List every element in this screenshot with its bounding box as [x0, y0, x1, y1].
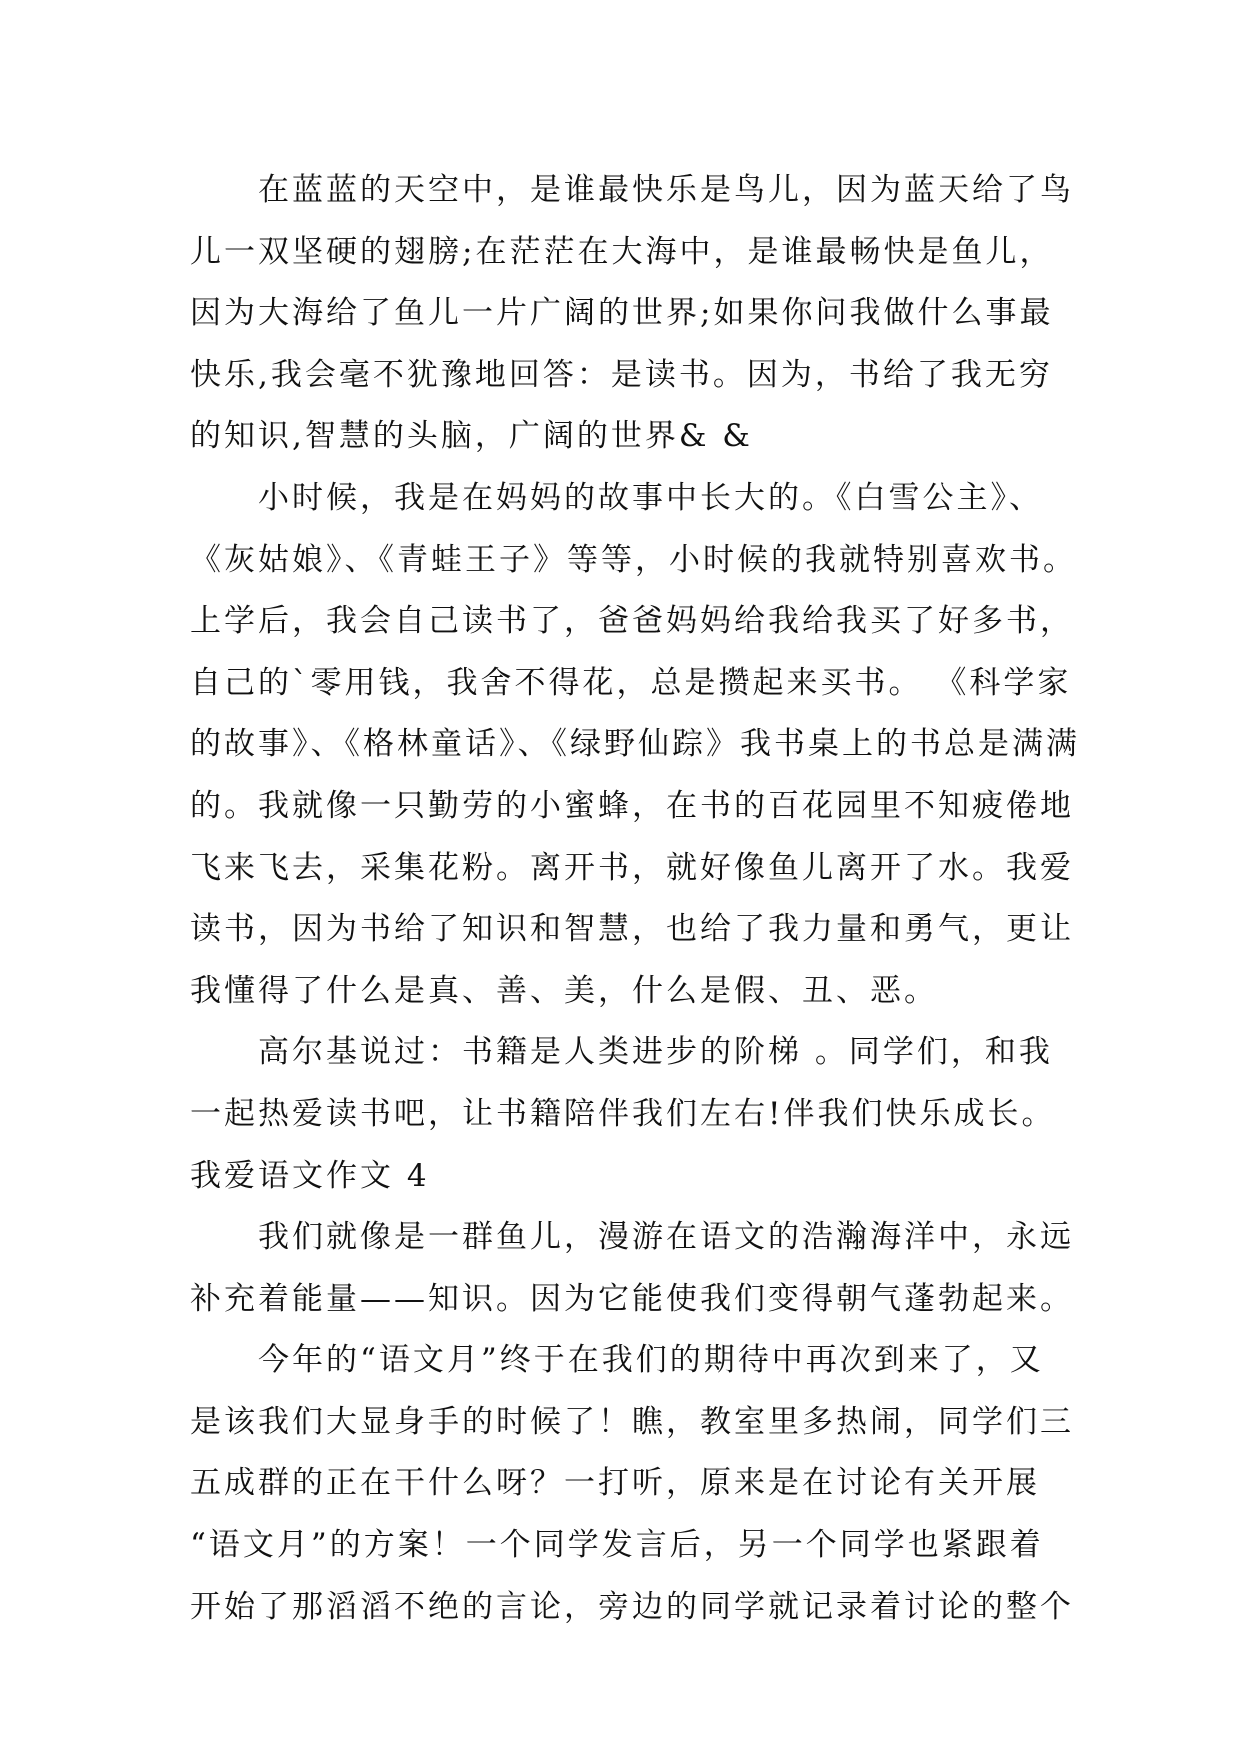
- essay-text: [190, 160, 1080, 1638]
- text-line: 的知识,智慧的头脑，广阔的世界& &: [190, 418, 753, 455]
- text-line: 因为大海给了鱼儿一片广阔的世界;如果你问我做什么事最: [190, 295, 1054, 332]
- text-line: 儿一双坚硬的翅膀;在茫茫在大海中，是谁最畅快是鱼儿，: [190, 233, 1054, 270]
- section-heading: 我爱语文作文 4: [190, 1157, 430, 1194]
- text-line: 小时候，我是在妈妈的故事中长大的。《白雪公主》、: [258, 479, 1043, 516]
- text-line: 补充着能量——知识。因为它能使我们变得朝气蓬勃起来。: [190, 1280, 1074, 1317]
- text-line: 上学后，我会自己读书了，爸爸妈妈给我给我买了好多书，: [190, 603, 1074, 640]
- text-line: 的故事》、《格林童话》、《绿野仙踪》我书桌上的书总是满满: [190, 726, 1080, 763]
- text-line: 一起热爱读书吧，让书籍陪伴我们左右!伴我们快乐成长。: [190, 1095, 1056, 1132]
- text-line: 读书，因为书给了知识和智慧，也给了我力量和勇气，更让: [190, 911, 1074, 948]
- text-line: “语文月”的方案！一个同学发言后，另一个同学也紧跟着: [190, 1527, 1044, 1564]
- text-line: 我们就像是一群鱼儿，漫游在语文的浩瀚海洋中，永远: [258, 1219, 1074, 1256]
- text-line: 飞来飞去，采集花粉。离开书，就好像鱼儿离开了水。我爱: [190, 849, 1074, 886]
- text-line: 五成群的正在干什么呀？一打听，原来是在讨论有关开展: [190, 1465, 1040, 1502]
- text-line: 快乐,我会毫不犹豫地回答：是读书。因为，书给了我无穷: [190, 356, 1053, 393]
- text-line: 今年的“语文月”终于在我们的期待中再次到来了，又: [258, 1342, 1044, 1379]
- text-line: 的。我就像一只勤劳的小蜜蜂，在书的百花园里不知疲倦地: [190, 787, 1074, 824]
- text-line: 高尔基说过：书籍是人类进步的阶梯 。同学们，和我: [258, 1034, 1053, 1071]
- text-line: 我懂得了什么是真、善、美，什么是假、丑、恶。: [190, 972, 938, 1009]
- text-line: 在蓝蓝的天空中，是谁最快乐是鸟儿，因为蓝天给了鸟: [258, 172, 1074, 208]
- text-line: 自己的`零用钱，我舍不得花，总是攒起来买书。 《科学家: [190, 664, 1072, 701]
- text-line: 开始了那滔滔不绝的言论，旁边的同学就记录着讨论的整个: [190, 1588, 1074, 1625]
- text-line: 是该我们大显身手的时候了！瞧，教室里多热闹，同学们三: [190, 1403, 1074, 1440]
- text-line: 《灰姑娘》、《青蛙王子》等等，小时候的我就特别喜欢书。: [190, 541, 1077, 578]
